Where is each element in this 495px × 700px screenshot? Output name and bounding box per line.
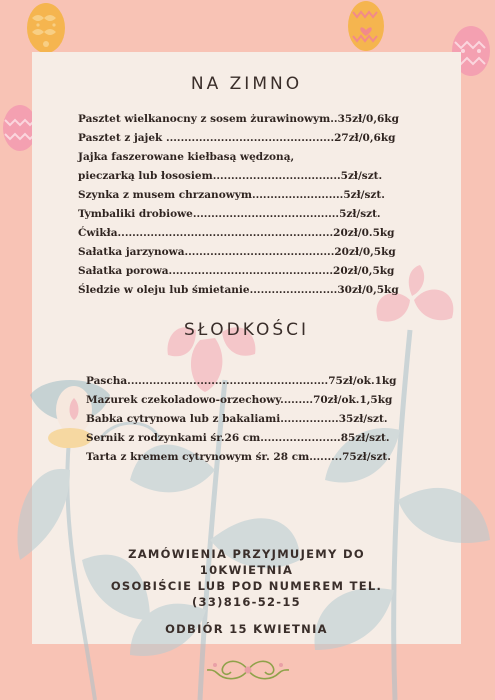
pickup-date: ODBIÓR 15 KWIETNIA	[165, 622, 328, 636]
order-info-line: ZAMÓWIENIA PRZYJMUJEMY DO	[128, 547, 365, 561]
cold-dishes-list	[78, 110, 399, 300]
list-item: Pasztet wielkanocny z sosem żurawinowym..35zł/0,6kg	[78, 113, 399, 125]
list-item: Mazurek czekoladowo-orzechowy.........70zł/ok.1,5kg	[86, 394, 393, 406]
section-title-sweets: SŁODKOŚCI	[183, 320, 310, 340]
list-item: Sernik z rodzynkami śr.26 cm......................85zł/szt.	[86, 432, 390, 444]
list-item: Sałatka porowa.............................................20zł/0,5kg	[78, 265, 395, 277]
sweets-list	[86, 372, 397, 467]
list-item: pieczarką lub łososiem...................................5zł/szt.	[78, 170, 383, 182]
order-info	[32, 546, 461, 610]
list-item: Szynka z musem chrzanowym.........................5zł/szt.	[78, 189, 385, 201]
ornament-divider-icon	[205, 657, 291, 683]
list-item: Babka cytrynowa lub z bakaliami................35zł/szt.	[86, 413, 388, 425]
phone-number: (33)816-52-15	[192, 595, 301, 609]
list-item: Sałatka jarzynowa.........................................20zł/0,5kg	[78, 246, 396, 258]
list-item: Pascha.......................................................75zł/ok.1kg	[86, 375, 397, 387]
list-item: Ćwikła...........................................................20zł/0.5kg	[78, 227, 395, 239]
list-item: Tarta z kremem cytrynowym śr. 28 cm.........75zł/szt.	[86, 451, 391, 463]
order-info-line: OSOBIŚCIE LUB POD NUMEREM TEL.	[110, 579, 383, 593]
list-item: Jajka faszerowane kiełbasą wędzoną,	[78, 151, 295, 163]
list-item: Tymbaliki drobiowe........................................5zł/szt.	[78, 208, 381, 220]
section-title-cold: NA ZIMNO	[190, 74, 303, 94]
list-item: Śledzie w oleju lub śmietanie........................30zł/0,5kg	[78, 284, 399, 296]
order-info-line: 10KWIETNIA	[199, 563, 294, 577]
list-item: Pasztet z jajek ..............................................27zł/0,6kg	[78, 132, 396, 144]
